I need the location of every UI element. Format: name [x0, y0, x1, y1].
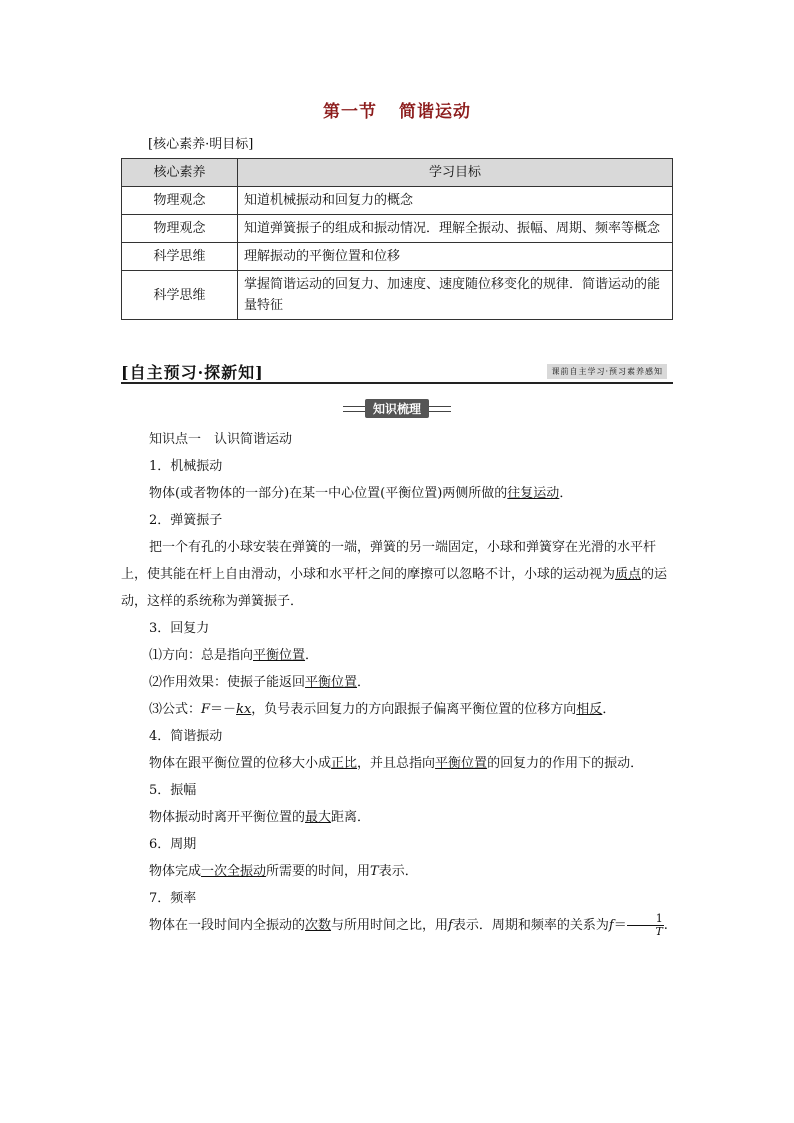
item-heading: 4．简谐振动	[149, 729, 223, 744]
table-cell-literacy: 物理观念	[122, 215, 238, 243]
key-term: 往复运动	[507, 486, 560, 501]
section-note: 课前自主学习·预习素养感知	[547, 364, 667, 379]
table-row	[122, 271, 673, 320]
key-term: 平衡位置	[253, 648, 306, 663]
item-heading: 2．弹簧振子	[149, 513, 223, 528]
item-heading: 5．振幅	[149, 783, 197, 798]
paragraph: 物体在一段时间内全振动的次数与所用时间之比，用f表示．周期和频率的关系为f＝ $\frac{1}{T}$ .	[149, 912, 668, 938]
banner-label: 知识梳理	[365, 399, 429, 418]
table-cell-goal: 知道机械振动和回复力的概念	[238, 187, 673, 215]
paragraph: 物体振动时离开平衡位置的最大距离．	[149, 810, 371, 825]
table-header-goal: 学习目标	[238, 159, 673, 187]
section-header	[121, 360, 673, 384]
banner-left-rule	[343, 406, 365, 412]
literacy-goals-table	[121, 158, 673, 320]
key-term: 平衡位置	[305, 675, 358, 690]
table-row	[122, 187, 673, 215]
item-heading: 6．周期	[149, 837, 197, 852]
paragraph: ⑴方向：总是指向平衡位置．	[149, 648, 319, 663]
item-heading: 1．机械振动	[149, 459, 223, 474]
key-term: 质点	[615, 567, 642, 582]
key-term: 正比	[331, 756, 358, 771]
page-title	[0, 97, 794, 122]
item-heading: 7．频率	[149, 891, 197, 906]
table-row	[122, 243, 673, 271]
item-heading: 3．回复力	[149, 621, 210, 636]
key-term: 相反	[576, 702, 603, 717]
table-row	[122, 215, 673, 243]
table-header-literacy: 核心素养	[122, 159, 238, 187]
title-section-number: 第一节	[323, 102, 377, 122]
fraction: $\frac{1}{T}$	[627, 913, 664, 938]
table-cell-literacy: 科学思维	[122, 271, 238, 320]
table-cell-literacy: 科学思维	[122, 243, 238, 271]
key-term: 最大	[305, 810, 332, 825]
key-term: 次数	[305, 918, 332, 933]
paragraph: ⑶公式：F＝－kx，负号表示回复力的方向跟振子偏离平衡位置的位移方向相反．	[149, 702, 616, 717]
title-topic: 简谐运动	[399, 102, 471, 122]
core-literacy-label: [核心素养·明目标]	[148, 137, 254, 152]
key-term: kx	[236, 702, 252, 717]
banner-right-rule	[429, 406, 451, 412]
table-cell-goal: 知道弹簧振子的组成和振动情况．理解全振动、振幅、周期、频率等概念	[238, 215, 673, 243]
table-cell-literacy: 物理观念	[122, 187, 238, 215]
key-term: 平衡位置	[435, 756, 488, 771]
table-cell-goal: 掌握简谐运动的回复力、加速度、速度随位移变化的规律．简谐运动的能量特征	[238, 271, 673, 320]
paragraph: 把一个有孔的小球安装在弹簧的一端，弹簧的另一端固定，小球和弹簧穿在光滑的水平杆上，使其能在杆上自由滑动，小球和水平杆之间的摩擦可以忽略不计，小球的运动视为质点的运动，这样的系统称为弹簧振子．	[121, 540, 668, 609]
paragraph: 物体在跟平衡位置的位移大小成正比，并且总指向平衡位置的回复力的作用下的振动．	[149, 756, 644, 771]
knowledge-point-heading: 知识点一 认识简谐运动	[149, 432, 293, 447]
paragraph: 物体完成一次全振动所需要的时间，用T表示．	[149, 864, 418, 879]
paragraph: ⑵作用效果：使振子能返回平衡位置．	[149, 675, 371, 690]
table-header-row	[122, 159, 673, 187]
table-cell-goal: 理解振动的平衡位置和位移	[238, 243, 673, 271]
key-term: 一次全振动	[201, 864, 267, 879]
paragraph: 物体(或者物体的一部分)在某一中心位置(平衡位置)两侧所做的往复运动．	[149, 486, 573, 501]
knowledge-banner	[0, 398, 794, 418]
document-body	[121, 426, 673, 939]
section-title: [自主预习·探新知]	[121, 363, 264, 382]
